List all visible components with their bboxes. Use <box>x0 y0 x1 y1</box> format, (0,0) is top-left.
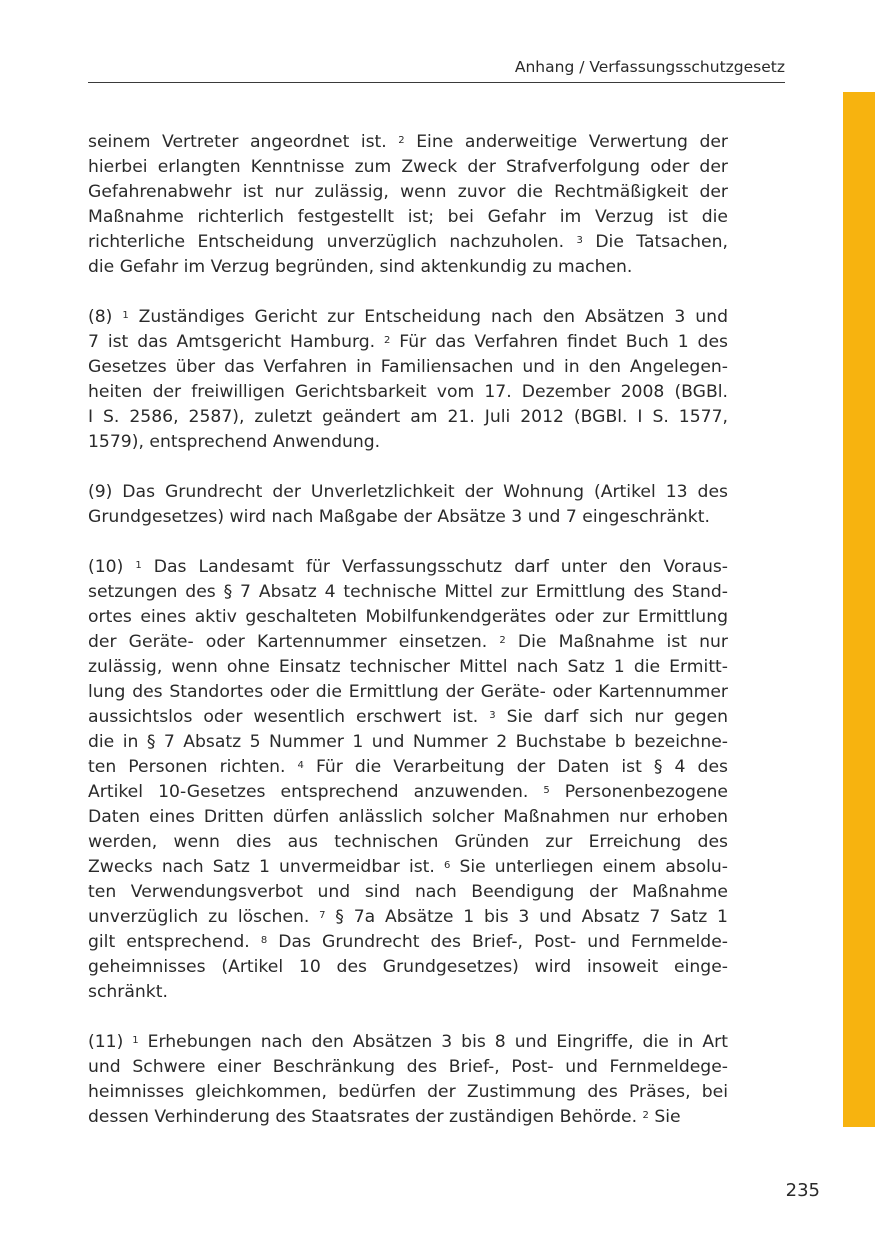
text-line: 7 ist das Amtsgericht Hamburg. $^2$ Für das Verfahren findet Buch 1 des <box>88 332 728 352</box>
text-line: (8) $^1$ Zuständiges Gericht zur Entscheidung nach den Absätzen 3 und <box>88 307 728 327</box>
text-line: ten Verwendungsverbot und sind nach Beendigung der Maßnahme <box>88 882 728 902</box>
text-line: Gesetzes über das Verfahren in Familiensachen und in den Angelegen- <box>88 357 728 377</box>
paragraph <box>88 555 728 1005</box>
sentence-number: 3 <box>576 235 583 246</box>
text-line: lung des Standortes oder die Ermittlung der Geräte- oder Kartennummer <box>88 682 728 702</box>
sentence-number: 1 <box>122 310 129 321</box>
chapter-edge-marker <box>843 92 875 1127</box>
text-line: werden, wenn dies aus technischen Gründen zur Erreichung des <box>88 832 728 852</box>
text-line: richterliche Entscheidung unverzüglich nachzuholen. $^3$ Die Tatsachen, <box>88 232 728 252</box>
text-line: setzungen des § 7 Absatz 4 technische Mittel zur Ermittlung des Stand- <box>88 582 728 602</box>
text-line: Daten eines Dritten dürfen anlässlich solcher Maßnahmen nur erhoben <box>88 807 728 827</box>
paragraph <box>88 1030 728 1130</box>
text-line: ten Personen richten. $^4$ Für die Verarbeitung der Daten ist § 4 des <box>88 757 728 777</box>
text-line: und Schwere einer Beschränkung des Brief-, Post- und Fernmeldege- <box>88 1057 728 1077</box>
paragraph <box>88 130 728 280</box>
sentence-number: 7 <box>319 910 326 921</box>
paragraph <box>88 305 728 455</box>
text-line: (9) Das Grundrecht der Unverletzlichkeit der Wohnung (Artikel 13 des <box>88 482 728 502</box>
text-line: unverzüglich zu löschen. $^7$ § 7a Absätze 1 bis 3 und Absatz 7 Satz 1 <box>88 907 728 927</box>
text-line: seinem Vertreter angeordnet ist. $^2$ Eine anderweitige Verwertung der <box>88 132 728 152</box>
text-line: zulässig, wenn ohne Einsatz technischer Mittel nach Satz 1 die Ermitt- <box>88 657 728 677</box>
running-header: Anhang / Verfassungsschutzgesetz <box>88 58 785 83</box>
text-line: Artikel 10-Gesetzes entsprechend anzuwenden. $^5$ Personenbezogene <box>88 782 728 802</box>
sentence-number: 5 <box>543 785 550 796</box>
paragraph <box>88 480 728 530</box>
text-line: heiten der freiwilligen Gerichtsbarkeit vom 17. Dezember 2008 (BGBl. <box>88 382 728 402</box>
text-line: aussichtslos oder wesentlich erschwert ist. $^3$ Sie darf sich nur gegen <box>88 707 728 727</box>
text-line: heimnisses gleichkommen, bedürfen der Zustimmung des Präses, bei <box>88 1082 728 1102</box>
text-line: hierbei erlangten Kenntnisse zum Zweck der Strafverfolgung oder der <box>88 157 728 177</box>
body-text <box>88 130 728 1155</box>
text-line: die in § 7 Absatz 5 Nummer 1 und Nummer 2 Buchstabe b bezeichne- <box>88 732 728 752</box>
text-line: I S. 2586, 2587), zuletzt geändert am 21. Juli 2012 (BGBl. I S. 1577, <box>88 407 728 427</box>
sentence-number: 2 <box>499 635 506 646</box>
sentence-number: 1 <box>132 1035 139 1046</box>
text-line: Maßnahme richterlich festgestellt ist; bei Gefahr im Verzug ist die <box>88 207 728 227</box>
sentence-number: 1 <box>135 560 142 571</box>
text-line: geheimnisses (Artikel 10 des Grundgesetzes) wird insoweit einge- <box>88 957 728 977</box>
text-line: Grundgesetzes) wird nach Maßgabe der Absätze 3 und 7 eingeschränkt. <box>88 507 710 527</box>
text-line: gilt entsprechend. $^8$ Das Grundrecht des Brief-, Post- und Fernmelde- <box>88 932 728 952</box>
text-line: die Gefahr im Verzug begründen, sind aktenkundig zu machen. <box>88 257 633 277</box>
text-line: der Geräte- oder Kartennummer einsetzen. $^2$ Die Maßnahme ist nur <box>88 632 728 652</box>
sentence-number: 4 <box>297 760 304 771</box>
sentence-number: 8 <box>260 935 268 946</box>
text-line: ortes eines aktiv geschalteten Mobilfunkendgerätes oder zur Ermittlung <box>88 607 728 627</box>
text-line: Gefahrenabwehr ist nur zulässig, wenn zuvor die Rechtmäßigkeit der <box>88 182 728 202</box>
sentence-number: 2 <box>398 135 405 146</box>
text-line: Zwecks nach Satz 1 unvermeidbar ist. $^6$ Sie unterliegen einem absolu- <box>88 857 729 877</box>
text-line: 1579), entsprechend Anwendung. <box>88 432 381 452</box>
text-line: dessen Verhinderung des Staatsrates der zuständigen Behörde. $^2$ Sie <box>88 1107 681 1127</box>
text-line: (10) $^1$ Das Landesamt für Verfassungsschutz darf unter den Voraus- <box>88 557 729 577</box>
sentence-number: 3 <box>489 710 496 721</box>
sentence-number: 2 <box>642 1110 649 1121</box>
text-line: schränkt. <box>88 982 168 1002</box>
sentence-number: 6 <box>443 860 451 871</box>
text-line: (11) $^1$ Erhebungen nach den Absätzen 3 bis 8 und Eingriffe, die in Art <box>88 1032 728 1052</box>
page-number: 235 <box>785 1180 820 1201</box>
sentence-number: 2 <box>384 335 391 346</box>
